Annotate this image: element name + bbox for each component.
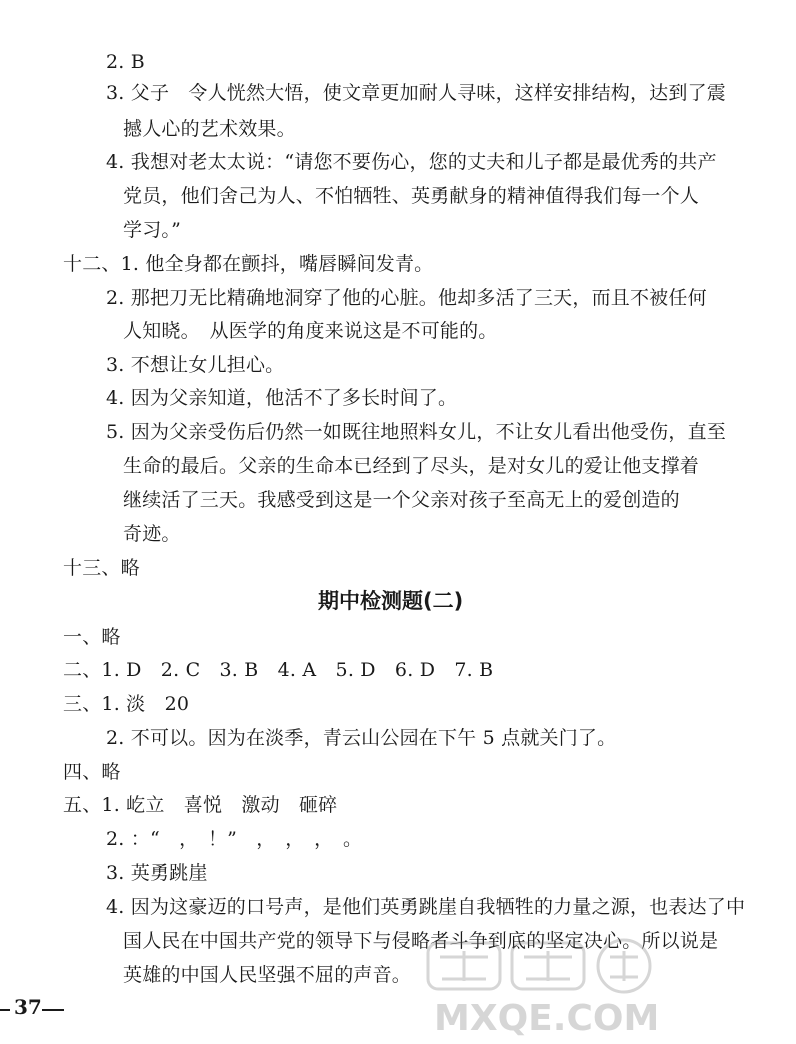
section-title: 期中检测题(二) xyxy=(318,589,464,613)
answer-line: 生命的最后。父亲的生命本已经到了尽头，是对女儿的爱让他支撑着 xyxy=(123,455,700,477)
answer-line: 国人民在中国共产党的领导下与侵略者斗争到底的坚定决心。所以说是 xyxy=(123,930,719,952)
section-line: 五、1. 屹立 喜悦 激动 砸碎 xyxy=(63,794,338,816)
page-number-rule-right xyxy=(42,1009,64,1011)
page-number-rule-left xyxy=(0,1009,10,1011)
answer-line: 2. 那把刀无比精确地洞穿了他的心脏。他却多活了三天，而且不被任何 xyxy=(106,287,707,309)
section-line: 四、略 xyxy=(63,761,121,783)
answer-line: 3. 英勇跳崖 xyxy=(106,862,208,884)
answer-line: 3. 父子 令人恍然大悟，使文章更加耐人寻味，这样安排结构，达到了震 xyxy=(106,82,726,104)
section-line: 三、1. 淡 20 xyxy=(63,693,190,715)
answer-line: 2. B xyxy=(106,51,145,73)
answer-line: 撼人心的艺术效果。 xyxy=(123,118,296,140)
answer-line: 3. 不想让女儿担心。 xyxy=(106,354,285,376)
answer-line: 2. 不可以。因为在淡季，青云山公园在下午 5 点就关门了。 xyxy=(106,727,617,749)
answer-line: 人知晓。 从医学的角度来说这是不可能的。 xyxy=(123,320,498,342)
answer-line: 4. 因为父亲知道，他活不了多长时间了。 xyxy=(106,387,458,409)
answer-line: 学习。” xyxy=(123,219,182,241)
section-line: 一、略 xyxy=(63,626,121,648)
watermark-logo xyxy=(420,935,790,1040)
page-number: 37 xyxy=(14,995,42,1019)
answer-line: 5. 因为父亲受伤后仍然一如既往地照料女儿，不让女儿看出他受伤，直至 xyxy=(106,421,726,443)
answer-line: 英雄的中国人民坚强不屈的声音。 xyxy=(123,964,412,986)
section-line: 二、1. D 2. C 3. B 4. A 5. D 6. D 7. B xyxy=(63,659,494,681)
answer-line: 继续活了三天。我感受到这是一个父亲对孩子至高无上的爱创造的 xyxy=(123,489,680,511)
answer-line: 2. ：“ ， ！” ， ， ， 。 xyxy=(106,828,363,850)
answer-line: 4. 我想对老太太说：“请您不要伤心，您的丈夫和儿子都是最优秀的共产 xyxy=(106,151,717,173)
answer-line: 奇迹。 xyxy=(123,523,181,545)
answer-line: 党员，他们舍己为人、不怕牺牲、英勇献身的精神值得我们每一个人 xyxy=(123,185,700,207)
watermark-text: MXQE.COM xyxy=(434,998,660,1039)
answer-line: 4. 因为这豪迈的口号声，是他们英勇跳崖自我牺牲的力量之源，也表达了中 xyxy=(106,896,746,918)
section-line: 十二、1. 他全身都在颤抖，嘴唇瞬间发青。 xyxy=(63,253,434,275)
section-line: 十三、略 xyxy=(63,557,140,579)
